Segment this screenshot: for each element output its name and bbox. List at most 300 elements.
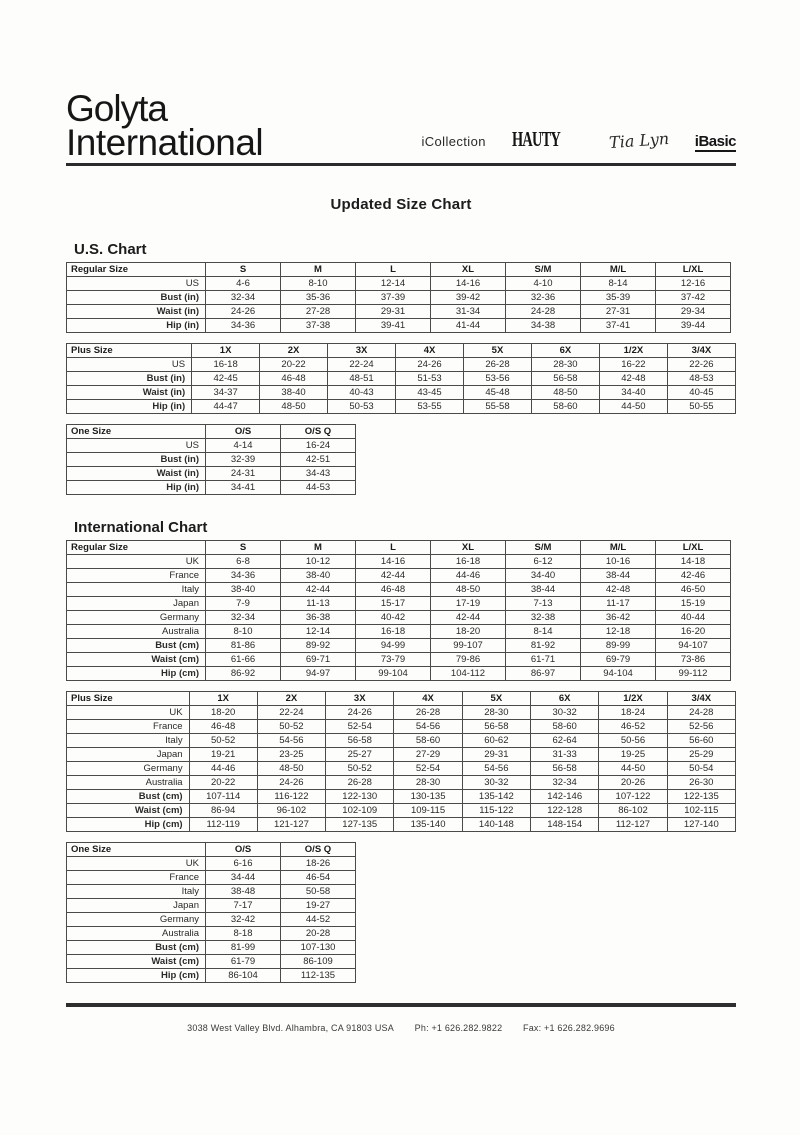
table-row — [67, 625, 731, 639]
size-cell: 26-28 — [326, 776, 394, 790]
size-cell: 107-130 — [281, 941, 356, 955]
size-cell: 37-38 — [281, 319, 356, 333]
us-plus-table-wrap — [66, 343, 736, 414]
table-corner-label: Plus Size — [67, 344, 192, 358]
row-label: UK — [67, 555, 206, 569]
size-cell: 94-107 — [656, 639, 731, 653]
row-label: Hip (cm) — [67, 667, 206, 681]
table-row — [67, 639, 731, 653]
table-row — [67, 386, 736, 400]
size-cell: 112-135 — [281, 969, 356, 983]
size-cell: 60-62 — [462, 734, 530, 748]
size-cell: 34-36 — [206, 319, 281, 333]
table-row — [67, 913, 356, 927]
table-intl-regular — [66, 540, 731, 681]
column-header: 3X — [328, 344, 396, 358]
table-corner-label: Plus Size — [67, 692, 190, 706]
column-header: 6X — [531, 692, 599, 706]
size-cell: 38-48 — [206, 885, 281, 899]
size-cell: 36-42 — [581, 611, 656, 625]
table-us-plus — [66, 343, 736, 414]
size-cell: 37-42 — [656, 291, 731, 305]
size-cell: 7-17 — [206, 899, 281, 913]
size-cell: 116-122 — [257, 790, 325, 804]
size-cell: 44-46 — [189, 762, 257, 776]
size-cell: 8-14 — [506, 625, 581, 639]
size-cell: 4-6 — [206, 277, 281, 291]
table-row — [67, 955, 356, 969]
size-cell: 8-14 — [581, 277, 656, 291]
column-header: 1/2X — [599, 692, 667, 706]
table-header-row — [67, 541, 731, 555]
table-row — [67, 927, 356, 941]
size-cell: 46-48 — [189, 720, 257, 734]
column-header: 5X — [464, 344, 532, 358]
size-cell: 32-38 — [506, 611, 581, 625]
size-cell: 24-26 — [257, 776, 325, 790]
size-cell: 16-22 — [599, 358, 667, 372]
table-corner-label: Regular Size — [67, 541, 206, 555]
table-row — [67, 885, 356, 899]
size-cell: 50-53 — [328, 400, 396, 414]
table-header-row — [67, 344, 736, 358]
size-cell: 42-44 — [356, 569, 431, 583]
size-cell: 20-22 — [189, 776, 257, 790]
table-corner-label: Regular Size — [67, 263, 206, 277]
footer-phone: Ph: +1 626.282.9822 — [414, 1023, 503, 1033]
table-row — [67, 277, 731, 291]
size-cell: 46-52 — [599, 720, 667, 734]
size-cell: 44-47 — [192, 400, 260, 414]
size-cell: 34-43 — [281, 467, 356, 481]
size-cell: 42-46 — [656, 569, 731, 583]
row-label: Bust (in) — [67, 291, 206, 305]
size-cell: 107-114 — [189, 790, 257, 804]
size-cell: 27-28 — [281, 305, 356, 319]
size-cell: 127-135 — [326, 818, 394, 832]
intl-plus-table-wrap — [66, 691, 736, 832]
row-label: Japan — [67, 748, 190, 762]
table-header-row — [67, 843, 356, 857]
us-regular-table-wrap — [66, 262, 736, 333]
size-cell: 8-10 — [281, 277, 356, 291]
footer-address: 3038 West Valley Blvd. Alhambra, CA 91803 USA — [187, 1023, 394, 1033]
column-header: O/S — [206, 425, 281, 439]
size-cell: 81-99 — [206, 941, 281, 955]
logo-line-2: International — [66, 122, 264, 163]
size-cell: 81-92 — [506, 639, 581, 653]
size-cell: 54-56 — [462, 762, 530, 776]
table-corner-label: One Size — [67, 425, 206, 439]
size-cell: 127-140 — [667, 818, 735, 832]
size-cell: 42-48 — [599, 372, 667, 386]
size-cell: 12-14 — [356, 277, 431, 291]
table-intl-one_size — [66, 842, 356, 983]
size-cell: 22-24 — [257, 706, 325, 720]
size-cell: 32-34 — [531, 776, 599, 790]
table-row — [67, 555, 731, 569]
size-cell: 37-41 — [581, 319, 656, 333]
size-cell: 26-28 — [394, 706, 462, 720]
size-cell: 51-53 — [396, 372, 464, 386]
size-cell: 29-31 — [462, 748, 530, 762]
size-cell: 16-18 — [431, 555, 506, 569]
size-cell: 86-102 — [599, 804, 667, 818]
size-cell: 32-36 — [506, 291, 581, 305]
table-row — [67, 818, 736, 832]
size-cell: 115-122 — [462, 804, 530, 818]
brand-icollection-logo: iCollection — [421, 134, 486, 149]
size-cell: 10-12 — [281, 555, 356, 569]
size-cell: 121-127 — [257, 818, 325, 832]
size-cell: 4-10 — [506, 277, 581, 291]
size-cell: 56-58 — [531, 762, 599, 776]
size-cell: 40-42 — [356, 611, 431, 625]
size-cell: 81-86 — [206, 639, 281, 653]
size-cell: 122-128 — [531, 804, 599, 818]
row-label: Bust (in) — [67, 372, 192, 386]
size-cell: 36-38 — [281, 611, 356, 625]
size-cell: 16-18 — [192, 358, 260, 372]
row-label: US — [67, 277, 206, 291]
table-row — [67, 969, 356, 983]
table-row — [67, 372, 736, 386]
table-row — [67, 291, 731, 305]
size-cell: 38-40 — [260, 386, 328, 400]
size-cell: 15-19 — [656, 597, 731, 611]
row-label: Waist (in) — [67, 386, 192, 400]
size-cell: 25-27 — [326, 748, 394, 762]
size-cell: 94-104 — [581, 667, 656, 681]
size-cell: 20-22 — [260, 358, 328, 372]
size-cell: 34-36 — [206, 569, 281, 583]
row-label: Germany — [67, 913, 206, 927]
size-cell: 50-52 — [257, 720, 325, 734]
size-cell: 31-34 — [431, 305, 506, 319]
column-header: 2X — [257, 692, 325, 706]
size-cell: 48-50 — [431, 583, 506, 597]
size-cell: 44-50 — [599, 762, 667, 776]
size-cell: 24-26 — [206, 305, 281, 319]
size-cell: 38-44 — [581, 569, 656, 583]
size-cell: 48-50 — [257, 762, 325, 776]
size-cell: 29-34 — [656, 305, 731, 319]
size-cell: 30-32 — [531, 706, 599, 720]
table-row — [67, 790, 736, 804]
size-cell: 73-86 — [656, 653, 731, 667]
row-label: Hip (in) — [67, 481, 206, 495]
size-cell: 7-9 — [206, 597, 281, 611]
brand-ibasic-logo: iBasic — [694, 133, 736, 150]
size-cell: 40-43 — [328, 386, 396, 400]
column-header: O/S Q — [281, 425, 356, 439]
row-label: Bust (cm) — [67, 790, 190, 804]
size-cell: 25-29 — [667, 748, 735, 762]
size-cell: 24-31 — [206, 467, 281, 481]
table-row — [67, 720, 736, 734]
size-cell: 109-115 — [394, 804, 462, 818]
size-cell: 89-99 — [581, 639, 656, 653]
size-cell: 48-53 — [667, 372, 735, 386]
size-cell: 32-39 — [206, 453, 281, 467]
size-cell: 130-135 — [394, 790, 462, 804]
size-cell: 42-51 — [281, 453, 356, 467]
size-cell: 22-24 — [328, 358, 396, 372]
size-cell: 50-52 — [189, 734, 257, 748]
size-cell: 27-29 — [394, 748, 462, 762]
column-header: 1/2X — [599, 344, 667, 358]
company-logo — [66, 88, 264, 163]
column-header: S — [206, 263, 281, 277]
size-cell: 48-50 — [531, 386, 599, 400]
size-cell: 48-51 — [328, 372, 396, 386]
size-cell: 24-26 — [396, 358, 464, 372]
size-cell: 107-122 — [599, 790, 667, 804]
size-cell: 11-13 — [281, 597, 356, 611]
size-cell: 94-99 — [356, 639, 431, 653]
size-cell: 44-52 — [281, 913, 356, 927]
table-row — [67, 762, 736, 776]
size-cell: 62-64 — [531, 734, 599, 748]
size-cell: 29-31 — [356, 305, 431, 319]
column-header: S/M — [506, 263, 581, 277]
column-header: L/XL — [656, 541, 731, 555]
footer-contact — [66, 1023, 736, 1033]
table-row — [67, 611, 731, 625]
row-label: US — [67, 439, 206, 453]
size-cell: 15-17 — [356, 597, 431, 611]
size-cell: 50-58 — [281, 885, 356, 899]
size-cell: 26-28 — [464, 358, 532, 372]
size-cell: 35-36 — [281, 291, 356, 305]
table-row — [67, 569, 731, 583]
size-cell: 16-24 — [281, 439, 356, 453]
size-cell: 40-44 — [656, 611, 731, 625]
size-cell: 37-39 — [356, 291, 431, 305]
size-cell: 44-50 — [599, 400, 667, 414]
column-header: 3/4X — [667, 692, 735, 706]
size-cell: 34-40 — [506, 569, 581, 583]
size-cell: 32-34 — [206, 291, 281, 305]
size-cell: 34-40 — [599, 386, 667, 400]
table-row — [67, 706, 736, 720]
size-cell: 99-112 — [656, 667, 731, 681]
row-label: Italy — [67, 734, 190, 748]
logo-line-1: Golyta — [66, 88, 167, 129]
size-cell: 140-148 — [462, 818, 530, 832]
table-row — [67, 857, 356, 871]
size-cell: 122-135 — [667, 790, 735, 804]
column-header: 3/4X — [667, 344, 735, 358]
size-cell: 18-24 — [599, 706, 667, 720]
table-row — [67, 481, 356, 495]
size-cell: 56-58 — [462, 720, 530, 734]
size-cell: 135-140 — [394, 818, 462, 832]
footer-fax: Fax: +1 626.282.9696 — [523, 1023, 615, 1033]
us-one-size-table-wrap — [66, 424, 736, 495]
size-cell: 8-18 — [206, 927, 281, 941]
table-us-one_size — [66, 424, 356, 495]
size-cell: 135-142 — [462, 790, 530, 804]
size-cell: 53-55 — [396, 400, 464, 414]
column-header: S/M — [506, 541, 581, 555]
size-cell: 86-109 — [281, 955, 356, 969]
table-row — [67, 734, 736, 748]
intl-one-size-table-wrap — [66, 842, 736, 983]
column-header: 4X — [396, 344, 464, 358]
size-cell: 11-17 — [581, 597, 656, 611]
table-header-row — [67, 263, 731, 277]
table-row — [67, 941, 356, 955]
size-cell: 34-38 — [506, 319, 581, 333]
size-cell: 104-112 — [431, 667, 506, 681]
row-label: Hip (cm) — [67, 818, 190, 832]
size-cell: 42-45 — [192, 372, 260, 386]
size-cell: 19-27 — [281, 899, 356, 913]
column-header: L/XL — [656, 263, 731, 277]
table-row — [67, 400, 736, 414]
size-cell: 44-46 — [431, 569, 506, 583]
size-cell: 44-53 — [281, 481, 356, 495]
row-label: Waist (cm) — [67, 955, 206, 969]
size-cell: 102-109 — [326, 804, 394, 818]
size-cell: 24-26 — [326, 706, 394, 720]
row-label: UK — [67, 706, 190, 720]
row-label: Italy — [67, 885, 206, 899]
size-cell: 39-41 — [356, 319, 431, 333]
size-cell: 31-33 — [531, 748, 599, 762]
table-row — [67, 319, 731, 333]
size-cell: 148-154 — [531, 818, 599, 832]
size-cell: 32-34 — [206, 611, 281, 625]
table-row — [67, 358, 736, 372]
row-label: Italy — [67, 583, 206, 597]
size-cell: 73-79 — [356, 653, 431, 667]
us-chart-heading: U.S. Chart — [74, 241, 147, 258]
size-cell: 14-18 — [656, 555, 731, 569]
row-label: Germany — [67, 762, 190, 776]
row-label: Australia — [67, 927, 206, 941]
column-header: L — [356, 263, 431, 277]
size-cell: 54-56 — [394, 720, 462, 734]
size-cell: 28-30 — [394, 776, 462, 790]
size-cell: 142-146 — [531, 790, 599, 804]
size-cell: 94-97 — [281, 667, 356, 681]
column-header: 5X — [462, 692, 530, 706]
intl-chart-heading: International Chart — [74, 519, 208, 536]
row-label: Hip (in) — [67, 319, 206, 333]
size-cell: 86-97 — [506, 667, 581, 681]
size-cell: 24-28 — [667, 706, 735, 720]
row-label: France — [67, 720, 190, 734]
row-label: Hip (in) — [67, 400, 192, 414]
row-label: Japan — [67, 597, 206, 611]
size-cell: 50-56 — [599, 734, 667, 748]
size-cell: 112-127 — [599, 818, 667, 832]
size-cell: 102-115 — [667, 804, 735, 818]
size-cell: 39-42 — [431, 291, 506, 305]
intl-regular-table-wrap — [66, 540, 736, 681]
size-cell: 17-19 — [431, 597, 506, 611]
size-cell: 28-30 — [531, 358, 599, 372]
row-label: Bust (cm) — [67, 941, 206, 955]
size-cell: 30-32 — [462, 776, 530, 790]
size-cell: 19-21 — [189, 748, 257, 762]
row-label: Bust (cm) — [67, 639, 206, 653]
column-header: 4X — [394, 692, 462, 706]
size-cell: 19-25 — [599, 748, 667, 762]
size-cell: 42-44 — [431, 611, 506, 625]
page-title: Updated Size Chart — [330, 196, 472, 213]
column-header: 6X — [531, 344, 599, 358]
size-cell: 18-20 — [431, 625, 506, 639]
column-header: M/L — [581, 263, 656, 277]
table-corner-label: One Size — [67, 843, 206, 857]
table-intl-plus — [66, 691, 736, 832]
size-cell: 12-14 — [281, 625, 356, 639]
size-cell: 48-50 — [260, 400, 328, 414]
header-divider — [66, 163, 736, 166]
size-cell: 96-102 — [257, 804, 325, 818]
size-cell: 6-16 — [206, 857, 281, 871]
column-header: O/S — [206, 843, 281, 857]
row-label: Waist (cm) — [67, 804, 190, 818]
size-cell: 23-25 — [257, 748, 325, 762]
size-cell: 43-45 — [396, 386, 464, 400]
size-cell: 16-20 — [656, 625, 731, 639]
size-cell: 61-71 — [506, 653, 581, 667]
table-us-regular — [66, 262, 731, 333]
size-cell: 46-48 — [356, 583, 431, 597]
row-label: Japan — [67, 899, 206, 913]
size-cell: 46-50 — [656, 583, 731, 597]
column-header: 3X — [326, 692, 394, 706]
size-cell: 34-41 — [206, 481, 281, 495]
size-cell: 7-13 — [506, 597, 581, 611]
size-cell: 20-28 — [281, 927, 356, 941]
size-cell: 99-104 — [356, 667, 431, 681]
size-cell: 26-30 — [667, 776, 735, 790]
size-cell: 122-130 — [326, 790, 394, 804]
row-label: France — [67, 871, 206, 885]
size-cell: 12-18 — [581, 625, 656, 639]
size-cell: 35-39 — [581, 291, 656, 305]
column-header: S — [206, 541, 281, 555]
size-cell: 28-30 — [462, 706, 530, 720]
size-cell: 20-26 — [599, 776, 667, 790]
table-row — [67, 804, 736, 818]
size-cell: 58-60 — [531, 720, 599, 734]
column-header: 2X — [260, 344, 328, 358]
size-cell: 54-56 — [257, 734, 325, 748]
table-row — [67, 776, 736, 790]
row-label: UK — [67, 857, 206, 871]
size-cell: 14-16 — [356, 555, 431, 569]
table-header-row — [67, 425, 356, 439]
size-cell: 79-86 — [431, 653, 506, 667]
brand-hauty-logo: HAUTY — [511, 127, 561, 151]
size-cell: 53-56 — [464, 372, 532, 386]
size-cell: 52-56 — [667, 720, 735, 734]
column-header: M — [281, 541, 356, 555]
size-cell: 56-58 — [326, 734, 394, 748]
table-row — [67, 899, 356, 913]
size-cell: 50-54 — [667, 762, 735, 776]
size-cell: 12-16 — [656, 277, 731, 291]
table-row — [67, 439, 356, 453]
size-cell: 86-92 — [206, 667, 281, 681]
table-row — [67, 305, 731, 319]
